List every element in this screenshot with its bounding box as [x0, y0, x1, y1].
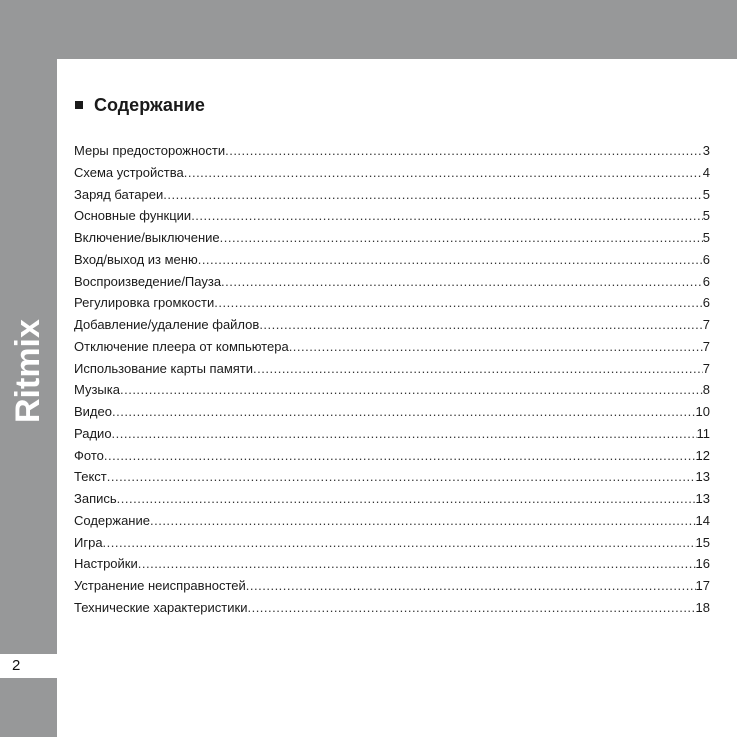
- toc-entry-page: 8: [702, 382, 710, 398]
- toc-entry-title: Фото: [74, 447, 104, 463]
- toc-row: [74, 162, 710, 184]
- toc-dot-leader: [184, 162, 703, 184]
- toc-entry-page: 12: [695, 447, 710, 463]
- toc-row: [74, 532, 710, 554]
- toc-entry-title: Текст: [74, 469, 107, 485]
- toc-entry-title: Отключение плеера от компьютера: [74, 338, 289, 354]
- toc-entry-title: Настройки: [74, 556, 138, 572]
- toc-entry-page: 10: [695, 404, 710, 419]
- toc-entry-page: 3: [702, 143, 710, 158]
- table-of-contents: [74, 140, 710, 619]
- toc-entry-page: 15: [695, 534, 710, 550]
- top-header-band: [0, 0, 737, 59]
- toc-row: [74, 401, 710, 423]
- page-number: 2: [12, 657, 21, 674]
- toc-dot-leader: [107, 466, 696, 488]
- toc-row: [74, 336, 710, 358]
- toc-dot-leader: [225, 140, 703, 162]
- toc-entry-page: 5: [702, 230, 710, 245]
- toc-entry-page: 13: [695, 491, 710, 506]
- toc-entry-page: 18: [695, 599, 710, 615]
- toc-entry-title: Устранение неисправностей: [74, 578, 246, 593]
- logo-text: Ritmix: [9, 319, 47, 423]
- toc-row: [74, 140, 710, 162]
- toc-dot-leader: [104, 445, 696, 467]
- toc-entry-page: 4: [702, 164, 710, 180]
- toc-row: [74, 445, 710, 467]
- toc-dot-leader: [214, 292, 703, 314]
- toc-entry-title: Технические характеристики: [74, 599, 248, 615]
- toc-row: [74, 379, 710, 401]
- toc-entry-title: Меры предосторожности: [74, 143, 226, 158]
- toc-entry-title: Видео: [74, 404, 112, 419]
- toc-row: [74, 249, 710, 271]
- toc-entry-page: 6: [702, 251, 710, 267]
- toc-entry-title: Использование карты памяти: [74, 360, 254, 376]
- toc-entry-page: 7: [702, 360, 710, 376]
- toc-row: [74, 423, 710, 445]
- toc-entry-page: 11: [696, 425, 710, 441]
- toc-dot-leader: [163, 184, 703, 206]
- toc-entry-title: Добавление/удаление файлов: [74, 317, 260, 332]
- toc-entry-page: 17: [695, 578, 710, 593]
- toc-dot-leader: [259, 314, 702, 336]
- toc-entry-title: Вход/выход из меню: [74, 251, 198, 267]
- toc-row: [74, 358, 710, 380]
- page-number-box: [0, 654, 57, 678]
- toc-entry-title: Содержание: [74, 512, 150, 528]
- toc-row: [74, 314, 710, 336]
- toc-entry-title: Музыка: [74, 382, 120, 398]
- toc-dot-leader: [191, 205, 703, 227]
- section-heading: [75, 93, 205, 117]
- toc-dot-leader: [289, 336, 703, 358]
- toc-row: [74, 292, 710, 314]
- toc-row: [74, 466, 710, 488]
- toc-entry-title: Радио: [74, 425, 112, 441]
- toc-entry-title: Игра: [74, 534, 103, 550]
- toc-dot-leader: [253, 358, 703, 380]
- toc-row: [74, 184, 710, 206]
- toc-row: [74, 510, 710, 532]
- toc-dot-leader: [246, 575, 696, 597]
- toc-entry-page: 6: [702, 295, 710, 311]
- left-sidebar-band: [0, 0, 57, 737]
- heading-title: Содержание: [94, 94, 205, 115]
- toc-dot-leader: [112, 401, 696, 423]
- toc-entry-page: 5: [702, 208, 710, 224]
- toc-row: [74, 227, 710, 249]
- toc-row: [74, 205, 710, 227]
- toc-row: [74, 553, 710, 575]
- toc-row: [74, 488, 710, 510]
- toc-entry-title: Схема устройства: [74, 164, 184, 180]
- toc-entry-title: Воспроизведение/Пауза: [74, 273, 222, 289]
- toc-entry-title: Заряд батареи: [74, 186, 164, 202]
- toc-row: [74, 575, 710, 597]
- toc-dot-leader: [138, 553, 696, 575]
- toc-entry-title: Основные функции: [74, 208, 192, 224]
- toc-entry-title: Включение/выключение: [74, 230, 220, 245]
- toc-entry-title: Регулировка громкости: [74, 295, 215, 311]
- toc-dot-leader: [103, 532, 696, 554]
- toc-entry-page: 7: [702, 338, 710, 354]
- toc-dot-leader: [112, 423, 697, 445]
- toc-dot-leader: [150, 510, 696, 532]
- toc-entry-page: 7: [702, 317, 710, 332]
- toc-entry-page: 6: [702, 273, 710, 289]
- ritmix-logo: [4, 305, 52, 425]
- toc-entry-page: 16: [695, 556, 710, 572]
- toc-entry-page: 13: [695, 469, 710, 485]
- toc-dot-leader: [120, 379, 703, 401]
- toc-row: [74, 271, 710, 293]
- toc-row: [74, 597, 710, 619]
- toc-dot-leader: [247, 597, 695, 619]
- toc-dot-leader: [198, 249, 703, 271]
- toc-dot-leader: [221, 271, 703, 293]
- toc-entry-page: 14: [695, 512, 710, 528]
- square-bullet-icon: [75, 101, 83, 109]
- toc-dot-leader: [220, 227, 703, 249]
- toc-dot-leader: [117, 488, 696, 510]
- toc-entry-page: 5: [702, 186, 710, 202]
- toc-entry-title: Запись: [74, 491, 117, 506]
